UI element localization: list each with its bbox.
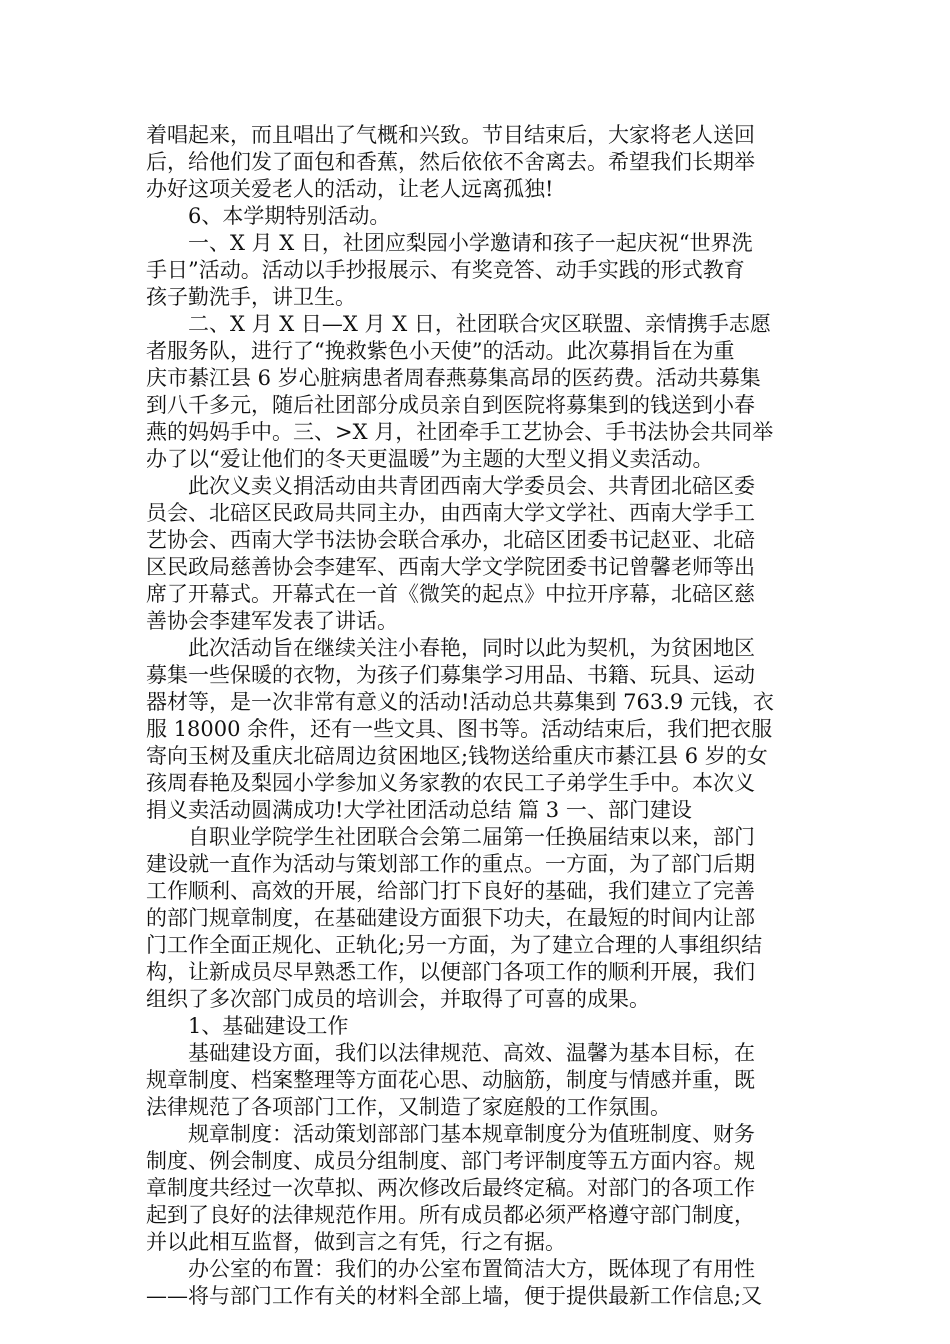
- text-line: 构，让新成员尽早熟悉工作，以便部门各项工作的顺利开展，我们: [146, 960, 755, 984]
- text-line: 孩周春艳及梨园小学参加义务家教的农民工子弟学生手中。本次义: [146, 771, 755, 795]
- text-line: 此次义卖义捐活动由共青团西南大学委员会、共青团北碚区委: [146, 474, 755, 498]
- text-line: 法律规范了各项部门工作，又制造了家庭般的工作氛围。: [146, 1095, 671, 1119]
- text-line: 建设就一直作为活动与策划部工作的重点。一方面，为了部门后期: [146, 852, 755, 876]
- paragraph: [146, 635, 804, 824]
- text-line: 善协会李建军发表了讲话。: [146, 609, 398, 633]
- paragraph: [146, 311, 804, 473]
- text-line: 组织了多次部门成员的培训会，并取得了可喜的成果。: [146, 987, 650, 1011]
- text-line: 章制度共经过一次草拟、两次修改后最终定稿。对部门的各项工作: [146, 1176, 755, 1200]
- text-line: 办好这项关爱老人的活动，让老人远离孤独!: [146, 177, 554, 201]
- text-line: 寄向玉树及重庆北碚周边贫困地区;钱物送给重庆市綦江县 6 岁的女: [146, 744, 768, 768]
- text-line: 并以此相互监督，做到言之有凭，行之有据。: [146, 1230, 566, 1254]
- text-line: 捐义卖活动圆满成功!大学社团活动总结 篇 3 一、部门建设: [146, 798, 692, 822]
- text-line: 自职业学院学生社团联合会第二届第一任换届结束以来，部门: [146, 825, 755, 849]
- text-line: 1、基础建设工作: [146, 1014, 349, 1038]
- paragraph: [146, 122, 804, 203]
- text-line: 者服务队，进行了“挽救紫色小天使”的活动。此次募捐旨在为重: [146, 339, 735, 363]
- text-line: 区民政局慈善协会李建军、西南大学文学院团委书记曾馨老师等出: [146, 555, 755, 579]
- document-body: [146, 122, 804, 1310]
- text-line: 艺协会、西南大学书法协会联合承办，北碚区团委书记赵亚、北碚: [146, 528, 755, 552]
- paragraph: [146, 203, 804, 230]
- paragraph: [146, 824, 804, 1013]
- text-line: 工作顺利、高效的开展，给部门打下良好的基础，我们建立了完善: [146, 879, 755, 903]
- paragraph: [146, 473, 804, 635]
- text-line: 手日”活动。活动以手抄报展示、有奖竞答、动手实践的形式教育: [146, 258, 745, 282]
- text-line: 6、本学期特别活动。: [146, 204, 391, 228]
- text-line: 燕的妈妈手中。三、>X 月，社团牵手工艺协会、手书法协会共同举: [146, 420, 774, 444]
- text-line: 办公室的布置：我们的办公室布置简洁大方，既体现了有用性: [146, 1257, 755, 1281]
- text-line: 器材等，是一次非常有意义的活动!活动总共募集到 763.9 元钱，衣: [146, 690, 774, 714]
- text-line: 规章制度：活动策划部部门基本规章制度分为值班制度、财务: [146, 1122, 755, 1146]
- text-line: 后，给他们发了面包和香蕉，然后依依不舍离去。希望我们长期举: [146, 150, 755, 174]
- text-line: 的部门规章制度，在基础建设方面狠下功夫，在最短的时间内让部: [146, 906, 755, 930]
- text-line: 着唱起来，而且唱出了气概和兴致。节目结束后，大家将老人送回: [146, 123, 755, 147]
- text-line: 二、X 月 X 日—X 月 X 日，社团联合灾区联盟、亲情携手志愿: [146, 312, 771, 336]
- text-line: 席了开幕式。开幕式在一首《微笑的起点》中拉开序幕，北碚区慈: [146, 582, 755, 606]
- paragraph: [146, 1040, 804, 1121]
- text-line: 庆市綦江县 6 岁心脏病患者周春燕募集高昂的医药费。活动共募集: [146, 366, 761, 390]
- text-line: 规章制度、档案整理等方面花心思、动脑筋，制度与情感并重，既: [146, 1068, 755, 1092]
- text-line: 办了以“爱让他们的冬天更温暖”为主题的大型义捐义卖活动。: [146, 447, 714, 471]
- text-line: 制度、例会制度、成员分组制度、部门考评制度等五方面内容。规: [146, 1149, 755, 1173]
- text-line: 基础建设方面，我们以法律规范、高效、温馨为基本目标，在: [146, 1041, 755, 1065]
- paragraph: [146, 230, 804, 311]
- paragraph: [146, 1013, 804, 1040]
- text-line: 到八千多元，随后社团部分成员亲自到医院将募集到的钱送到小春: [146, 393, 755, 417]
- text-line: 孩子勤洗手，讲卫生。: [146, 285, 356, 309]
- text-line: 服 18000 余件，还有一些文具、图书等。活动结束后，我们把衣服: [146, 717, 773, 741]
- text-line: 一、X 月 X 日，社团应梨园小学邀请和孩子一起庆祝“世界洗: [146, 231, 753, 255]
- text-line: 门工作全面正规化、正轨化;另一方面，为了建立合理的人事组织结: [146, 933, 763, 957]
- text-line: 募集一些保暖的衣物，为孩子们募集学习用品、书籍、玩具、运动: [146, 663, 755, 687]
- text-line: 起到了良好的法律规范作用。所有成员都必须严格遵守部门制度，: [146, 1203, 755, 1227]
- text-line: 员会、北碚区民政局共同主办，由西南大学文学社、西南大学手工: [146, 501, 755, 525]
- text-line: ——将与部门工作有关的材料全部上墙，便于提供最新工作信息;又: [146, 1284, 763, 1308]
- paragraph: [146, 1256, 804, 1310]
- text-line: 此次活动旨在继续关注小春艳，同时以此为契机，为贫困地区: [146, 636, 755, 660]
- paragraph: [146, 1121, 804, 1256]
